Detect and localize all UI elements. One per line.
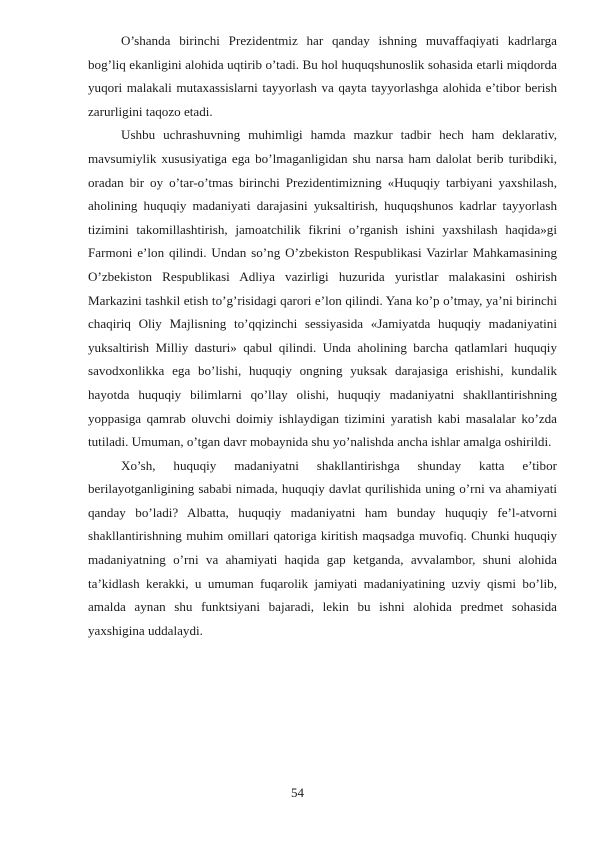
paragraph-2: Ushbu uchrashuvning muhimligi hamda mazkur tadbir hech ham deklarativ, mavsumiylik xususiyatiga ega bo’lmaganligidan shu narsa ham dalolat berib turibdiki, oradan bir oy o’tar-o’tmas birinchi Prezidentimizning «Huquqiy tarbiyani yaxshilash, aholining huquqiy madaniyati darajasini yuksaltirish, huquqshunos kadrlar tayyorlash tizimini takomillashtirish, jamoatchilik fikrini o’rganish ishini yaxshilash haqida»gi Farmoni e’lon qilindi. Undan so’ng O’zbekiston Respublikasi Vazirlar Mahkamasining O’zbekiston Respublikasi Adliya vazirligi huzurida yuristlar malakasini oshirish Markazini tashkil etish to’g’risidagi qarori e’lon qilindi. Yana ko’p o’tmay, ya’ni birinchi chaqiriq Oliy Majlisning to’qqizinchi sessiyasida «Jamiyatda huquqiy madaniyatini yuksaltirish Milliy dasturi» qabul qilindi. Unda aholining barcha qatlamlari huquqiy savodxonlikka ega bo’lishi, huquqiy ongning yuksak darajasiga erishishi, kundalik hayotda huquqiy bilimlarni qo’llay olishi, huquqiy madaniyatni shakllantirishning yoppasiga qamrab oluvchi doimiy ishlaydigan tizimini yaratish kabi masalalar ko’zda tutiladi. Umuman, o’tgan davr mobaynida shu yo’nalishda ancha ishlar amalga oshirildi. xyxy=(88,127,557,450)
page-number: 54 xyxy=(291,785,304,800)
paragraph-3: Xo’sh, huquqiy madaniyatni shakllantirishga shunday katta e’tibor berilayotganligining sababi nimada, huquqiy davlat qurilishida uning o’rni va ahamiyati qanday bo’ladi? Albatta, huquqiy madaniyatni ham bunday huquqiy fe’l-atvorni shakllantirishning muhim omillari qatoriga kiritish maqsadga muvofiq. Chunki huquqiy madaniyatning o’rni va ahamiyati haqida gap ketganda, avvalambor, shuni alohida ta’kidlash kerakki, u umuman fuqarolik jamiyati madaniyatining uzviy qismi bo’lib, amalda aynan shu funktsiyani bajaradi, lekin bu ishni alohida predmet sohasida yaxshigina uddalaydi. xyxy=(88,457,557,638)
document-body xyxy=(88,29,557,642)
paragraph-1: O’shanda birinchi Prezidentmiz har qanday ishning muvaffaqiyati kadrlarga bog’liq ekanligini alohida uqtirib o’tadi. Bu hol huquqshunoslik sohasida etarli miqdorda yuqori malakali mutaxassislarni tayyorlash va qayta tayyorlashga alohida e’tibor berish zarurligini taqozo etadi. xyxy=(88,33,557,119)
